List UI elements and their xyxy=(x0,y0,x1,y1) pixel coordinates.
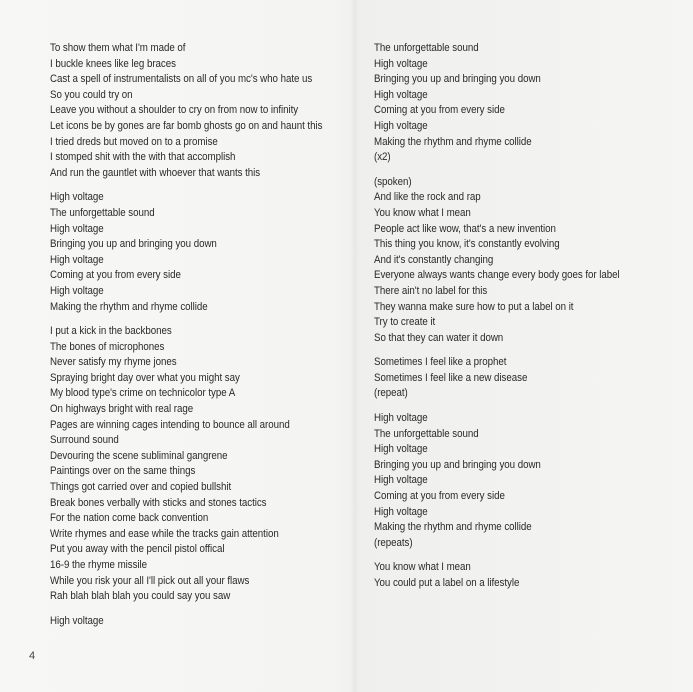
lyric-line: And like the rock and rap xyxy=(374,191,481,204)
lyric-line: 16-9 the rhyme missile xyxy=(50,559,148,571)
lyric-line: (spoken) xyxy=(374,175,412,188)
lyric-line: And run the gauntlet with whoever that wants this xyxy=(50,166,261,179)
lyric-line: Never satisfy my rhyme jones xyxy=(50,356,177,369)
lyric-line: (repeat) xyxy=(374,387,408,400)
lyric-line: On highways bright with real rage xyxy=(50,403,194,416)
lyric-line: There ain't no label for this xyxy=(374,284,488,297)
lyric-line: Bringing you up and bringing you down xyxy=(50,238,217,251)
lyric-line: High voltage xyxy=(50,253,104,266)
lyric-line: High voltage xyxy=(374,412,428,425)
lyric-stanza xyxy=(374,175,674,347)
lyric-line: High voltage xyxy=(374,88,428,101)
lyric-line: I stomped shit with the with that accomplish xyxy=(50,151,236,164)
lyric-line: The unforgettable sound xyxy=(50,206,155,219)
lyric-stanza xyxy=(374,355,674,402)
lyric-line: Bringing you up and bringing you down xyxy=(374,458,541,471)
lyric-line: High voltage xyxy=(50,284,104,297)
lyric-line: Everyone always wants change every body goes for label xyxy=(374,269,620,282)
lyric-line: The unforgettable sound xyxy=(374,427,479,440)
lyric-line: To show them what I'm made of xyxy=(50,42,186,54)
page-fold-shadow xyxy=(350,0,360,692)
lyric-stanza xyxy=(50,614,348,630)
lyric-line: Break bones verbally with sticks and stones tactics xyxy=(50,496,267,509)
lyric-line: So you could try on xyxy=(50,88,133,101)
lyric-line: High voltage xyxy=(50,222,104,235)
lyric-line: Write rhymes and ease while the tracks gain attention xyxy=(50,527,279,540)
lyric-line: The bones of microphones xyxy=(50,340,165,353)
lyric-line: Making the rhythm and rhyme collide xyxy=(50,300,208,313)
lyric-line: They wanna make sure how to put a label on it xyxy=(374,300,574,313)
lyric-line: This thing you know, it's constantly evolving xyxy=(374,238,560,251)
lyric-stanza xyxy=(374,41,674,166)
lyric-line: High voltage xyxy=(374,443,428,456)
lyric-line: Try to create it xyxy=(374,316,436,329)
lyric-line: Sometimes I feel like a new disease xyxy=(374,371,528,384)
lyric-line: The unforgettable sound xyxy=(374,42,479,54)
lyric-stanza xyxy=(374,560,674,591)
lyric-line: (repeats) xyxy=(374,536,413,549)
lyric-line: Sometimes I feel like a prophet xyxy=(374,356,507,369)
lyric-stanza xyxy=(50,41,348,181)
lyric-line: (x2) xyxy=(374,151,391,164)
lyric-line: High voltage xyxy=(374,505,428,518)
lyric-line: While you risk your all I'll pick out all your flaws xyxy=(50,574,250,587)
lyric-line: You know what I mean xyxy=(374,561,471,574)
lyric-line: I buckle knees like leg braces xyxy=(50,57,176,70)
lyric-line: Put you away with the pencil pistol offical xyxy=(50,543,225,556)
lyric-line: Coming at you from every side xyxy=(50,269,181,282)
lyric-line: Spraying bright day over what you might say xyxy=(50,371,240,384)
lyric-line: Devouring the scene subliminal gangrene xyxy=(50,449,228,462)
page-number: 4 xyxy=(29,650,36,662)
lyric-line: Let icons be by gones are far bomb ghosts go on and haunt this xyxy=(50,119,323,132)
lyric-line: Cast a spell of instrumentalists on all of you mc's who hate us xyxy=(50,73,313,86)
lyric-line: Rah blah blah blah you could say you saw xyxy=(50,590,231,603)
lyric-line: Paintings over on the same things xyxy=(50,465,196,478)
lyric-line: High voltage xyxy=(374,57,428,70)
lyric-line: Leave you without a shoulder to cry on from now to infinity xyxy=(50,104,299,117)
lyric-line: Bringing you up and bringing you down xyxy=(374,73,541,86)
lyric-line: For the nation come back convention xyxy=(50,512,209,525)
lyric-line: You could put a label on a lifestyle xyxy=(374,577,520,589)
lyric-line: You know what I mean xyxy=(374,206,471,219)
lyric-line: High voltage xyxy=(374,474,428,487)
lyric-line: So that they can water it down xyxy=(374,331,504,344)
lyrics-column-right xyxy=(374,41,674,601)
lyrics-column-left xyxy=(50,41,348,638)
lyric-stanza xyxy=(374,411,674,551)
lyric-line: Making the rhythm and rhyme collide xyxy=(374,521,532,534)
lyric-line: And it's constantly changing xyxy=(374,253,494,266)
lyric-line: High voltage xyxy=(50,191,104,204)
lyric-stanza xyxy=(50,190,348,315)
lyric-line: Making the rhythm and rhyme collide xyxy=(374,135,532,148)
lyric-line: Surround sound xyxy=(50,434,119,447)
lyric-line: High voltage xyxy=(374,119,428,132)
lyric-line: Pages are winning cages intending to bounce all around xyxy=(50,418,290,431)
lyric-line: High voltage xyxy=(50,614,104,627)
lyric-line: Coming at you from every side xyxy=(374,490,505,503)
lyric-line: I tried dreds but moved on to a promise xyxy=(50,135,218,148)
lyric-line: I put a kick in the backbones xyxy=(50,325,172,338)
lyric-line: People act like wow, that's a new invention xyxy=(374,222,556,235)
lyric-stanza xyxy=(50,324,348,605)
lyric-line: Things got carried over and copied bullshit xyxy=(50,481,232,494)
lyric-line: My blood type's crime on technicolor type A xyxy=(50,387,236,400)
lyric-line: Coming at you from every side xyxy=(374,104,505,117)
